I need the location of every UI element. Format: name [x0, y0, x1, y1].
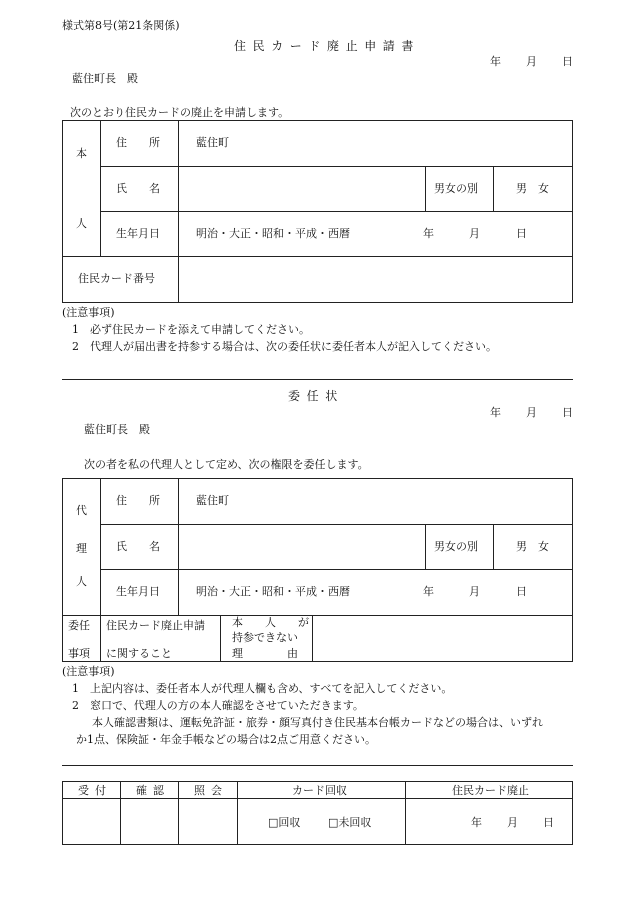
application-note-1: 1 必ず住民カードを添えて申請してください。	[72, 323, 310, 336]
reason-field[interactable]	[316, 624, 568, 656]
proxy-birth-day: 日	[516, 585, 527, 598]
proxy-birth-label: 生年月日	[116, 585, 160, 598]
office-header-card-abolition: 住民カード廃止	[452, 784, 529, 797]
matter-line-1: 住民カード廃止申請	[106, 619, 205, 632]
not-collected-checkbox[interactable]: □未回収	[328, 816, 372, 829]
matter-label-2: 事項	[68, 647, 90, 660]
address-value[interactable]: 藍住町	[196, 136, 229, 149]
proxy-title: 委任状	[288, 389, 344, 403]
card-number-label: 住民カード番号	[78, 272, 155, 285]
sex-label: 男女の別	[434, 182, 478, 195]
proxy-note-2: 2 窓口で、代理人の方の本人確認をさせていただきます。	[72, 699, 364, 712]
proxy-address-label: 住 所	[116, 494, 160, 507]
proxy-side-label-2: 理	[76, 542, 87, 555]
proxy-birth-year: 年	[423, 585, 434, 598]
proxy-date-month: 月	[526, 406, 537, 419]
application-date-month: 月	[526, 55, 537, 68]
office-date-year: 年	[471, 816, 482, 829]
proxy-birth-month: 月	[469, 585, 480, 598]
proxy-sex-label: 男女の別	[434, 540, 478, 553]
proxy-note-3: 本人確認書類は、運転免許証・旅券・顔写真付き住民基本台帳カードなどの場合は、いずれ	[92, 716, 543, 729]
proxy-addressee: 藍住町長 殿	[84, 423, 150, 436]
office-header-confirm: 確認	[136, 784, 171, 797]
application-intro: 次のとおり住民カードの廃止を申請します。	[70, 106, 290, 119]
address-label: 住 所	[116, 136, 160, 149]
application-notes-title: (注意事項)	[62, 306, 115, 319]
office-date-month: 月	[507, 816, 518, 829]
proxy-name-label: 氏 名	[116, 540, 160, 553]
birth-label: 生年月日	[116, 227, 160, 240]
office-date-day: 日	[543, 816, 554, 829]
office-header-receipt: 受付	[78, 784, 113, 797]
section-divider	[62, 379, 573, 380]
proxy-date-year: 年	[490, 406, 501, 419]
proxy-era-options[interactable]: 明治・大正・昭和・平成・西暦	[196, 585, 350, 598]
office-divider	[62, 765, 573, 766]
application-title: 住民カード廃止申請書	[234, 39, 421, 53]
proxy-address-value[interactable]: 藍住町	[196, 494, 229, 507]
application-note-2: 2 代理人が届出書を持参する場合は、次の委任状に委任者本人が記入してください。	[72, 340, 497, 353]
proxy-side-label-1: 代	[76, 504, 87, 517]
birth-day: 日	[516, 227, 527, 240]
matter-label-1: 委任	[68, 619, 90, 632]
applicant-side-label-bottom: 人	[76, 217, 87, 230]
application-date-year: 年	[490, 55, 501, 68]
applicant-side-label-top: 本	[76, 147, 87, 160]
form-number: 様式第8号(第21条関係)	[62, 19, 180, 32]
reason-label-1: 本 人 が	[232, 616, 309, 629]
proxy-sex-options[interactable]: 男 女	[516, 540, 549, 553]
office-header-card-collection: カード回収	[292, 784, 347, 797]
matter-line-2: に関すること	[106, 647, 172, 660]
proxy-notes-title: (注意事項)	[62, 665, 115, 678]
reason-label-3: 理 由	[232, 647, 298, 660]
sex-options[interactable]: 男 女	[516, 182, 549, 195]
collected-checkbox[interactable]: □回収	[268, 816, 301, 829]
proxy-intro: 次の者を私の代理人として定め、次の権限を委任します。	[84, 458, 369, 471]
birth-month: 月	[469, 227, 480, 240]
reason-label-2: 持参できない	[232, 631, 298, 644]
proxy-side-label-3: 人	[76, 575, 87, 588]
application-addressee: 藍住町長 殿	[72, 72, 138, 85]
proxy-date-day: 日	[562, 406, 573, 419]
proxy-note-1: 1 上記内容は、委任者本人が代理人欄も含め、すべてを記入してください。	[72, 682, 453, 695]
office-header-inquiry: 照会	[194, 784, 229, 797]
name-label: 氏 名	[116, 182, 160, 195]
proxy-note-4: か1点、保険証・年金手帳などの場合は2点ご用意ください。	[76, 733, 376, 746]
birth-year: 年	[423, 227, 434, 240]
era-options[interactable]: 明治・大正・昭和・平成・西暦	[196, 227, 350, 240]
application-date-day: 日	[562, 55, 573, 68]
